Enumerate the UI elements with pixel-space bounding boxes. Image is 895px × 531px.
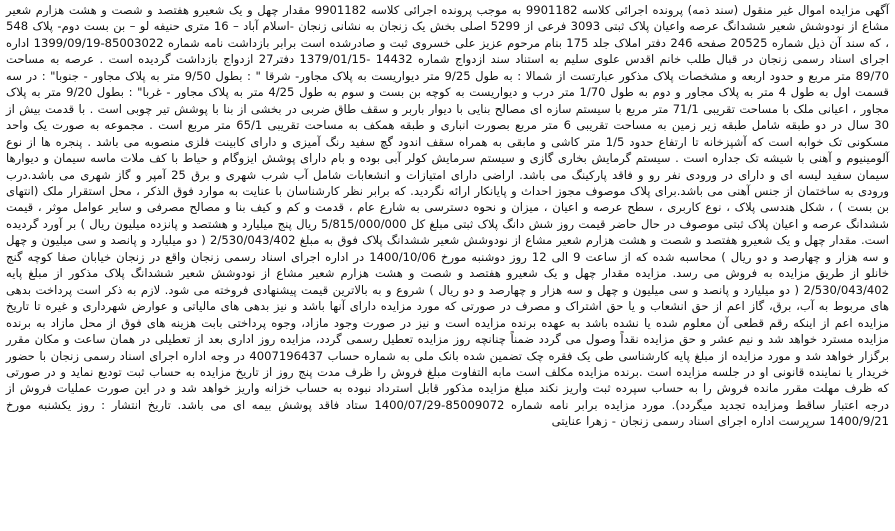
auction-notice-text: آگهی مزایده اموال غیر منقول (سند ذمه) پرونده اجرائی کلاسه 9901182 به موجب پرونده اجرائی کلاسه 9901182 مقدار چهل و یک شعیرو هفتصد و شصت و هشت هزارم شعیر مشاع از نودوشش شعیر ششدانگ عرصه واعیان پلاک ثبتی 3093 فرعی از 5299 اصلی بخش یک زنجان به نشانی زنجان -اسلام آباد – 16 متری حنیفه لو – بن بست دوم- پلاک 548 ، که سند آن ذیل شماره 20525 صفحه 246 دفتر املاک جلد 175 بنام مرحوم عزیز علی خسروی ثبت و صادرشده است برابر بازداشت نامه شماره 85003022-1399/09/19 اداره اجرای اسناد رسمی زنجان در قبال طلب خانم اقدس علوی سلیم به استناد سند ازدواج شماره 14432 -1379/01/15 دفتر27 ازدواج بازداشت گردیده است . عرصه به مساحت 89/70 متر مربع و حدود اربعه و مشخصات پلاک مذکور عبارتست از شمالا : به طول 9/25 متر دیواریست به پلاک مجاور- شرقا " : بطول 9/50 متر به پلاک مجاور - جنوبا" : در سه قسمت اول به طول 4 متر به پلاک مجاور و دوم به طول 1/70 متر درب و دیواریست به کوچه بن بست و سوم به طول 4/25 متر به پلاک مجاور - غربا" : بطول 9/20 متر به پلاک مجاور ، اعیانی ملک با مساحت تقریبی 71/1 متر مربع با سیستم سازه ای مصالح بنایی با دیوار باربر و سقف طاق ضربی در بخشی از بنا با پوشش تیر چوبی است . با قدمت بیش از 30 سال در دو طبقه شامل طبقه زیر زمین به مساحت تقریبی 6 متر مربع بصورت انباری و طبقه همکف به مساحت تقریبی 65/1 متر مربع است . مجموعه به صورت یک واحد مسکونی تک خوابه است که آشپزخانه تا ارتفاع حدود 1/5 متر کاشی و مابقی به همراه سقف اندود گچ سفید رنگ آمیزی و دارای کابینت فلزی منصوبه می باشد . پنجره ها از نوع آلومینیوم و آهنی با شیشه تک جداره است . سیستم گرمایش بخاری گازی و سیستم سرمایش کولر آبی بوده و بام دارای پوشش ایزوگام و حیاط با کف ملات ماسه سیمان و دیوارها سیمان سفید لیسه ای و دارای در ورودی نفر رو و فاقد پارکینگ می باشد. اراضی دارای امتیازات و انشعابات شامل آب شرب شهری و برق 25 آمپر و گاز شهری می باشد.درب ورودی به ساختمان از جنس آهنی می باشد.برای پلاک موصوف مجوز احداث و پایانکار ارائه نگردید. که برابر نظر کارشناسان با عنایت به موارد فوق الذکر ، محل استقرار ملک (انتهای بن بست ) ، شکل هندسی پلاک ، نوع کاربری ، سطح عرصه و اعیان ، میزان و نحوه دسترسی به شارع عام ، قدمت و کم و کیف بنا و مصالح مصرفی و سایر عوامل موثر ، قیمت ششدانگ عرصه و اعیان پلاک ثبتی موصوف در حال حاضر قیمت روز شش دانگ پلاک ثبتی مبلغ کل 5/815/000/000 ریال پنج میلیارد و هشتصد و پانزده میلیون ریال ) بر آورد گردیده است. مقدار چهل و یک شعیرو هفتصد و شصت و هشت هزارم شعیر مشاع از نودوشش شعیر ششدانگ پلاک فوق به مبلغ 2/530/043/402 ( دو میلیارد و پانصد و سی میلیون و چهل و سه هزار و چهارصد و دو ریال ) محاسبه شده که از ساعت 9 الی 12 روز دوشنبه مورخ 1400/10/06 در اداره اجرای اسناد رسمی زنجان واقع در زنجان خیابان صفا کوچه گنج خانلو از طریق مزایده به فروش می رسد. مزایده مقدار چهل و یک شعیرو هفتصد و شصت و هشت هزارم شعیر مشاع از نودوشش شعیر ششدانگ پلاک مذکور از مبلغ پایه 2/530/043/402 ( دو میلیارد و پانصد و سی میلیون و چهل و سه هزار و چهارصد و دو ریال ) شروع و به بالاترین قیمت پیشنهادی فروخته می شود. لازم به ذکر است پرداخت بدهی های مربوط به آب، برق، گاز اعم از حق انشعاب و یا حق اشتراک و مصرف در صورتی که مورد مزایده دارای آنها باشد و نیز بدهی های مالیاتی و عوارض شهرداری و غیره تا تاریخ مزایده اعم از اینکه رقم قطعی آن معلوم شده یا نشده باشد به عهده برنده مزایده است و نیز در صورت وجود مازاد، وجوه پرداختی بابت هزینه های فوق از محل مازاد به برنده مزایده مسترد خواهد شد و نیم عشر و حق مزایده نقداً وصول می گردد ضمناً چنانچه روز مزایده تعطیل رسمی گردد، مزایده روز اداری بعد از تعطیلی در همان ساعت و مکان مقرر برگزار خواهد شد و مورد مزایده از مبلغ پایه کارشناسی طی یک فقره چک تضمین شده بانک ملی به شماره حساب 4007196437 در وجه اداره اجرای اسناد رسمی زنجان با حضور خریدار یا نماینده قانونی او در جلسه مزایده است .برنده مزایده مکلف است مابه التفاوت مبلغ فروش را ظرف مدت پنج روز از تاریخ مزایده به حساب ثبت تودیع نماید و در صورتی که ظرف مهلت مقرر مانده فروش را به حساب سپرده ثبت واریز نکند مبلغ مزایده مذکور قابل استرداد نبوده به حساب خزانه واریز خواهد شد و در این صورت عملیات فروش از درجه اعتبار ساقط ومزایده تجدید میگردد). مورد مزایده برابر نامه شماره 85009072-1400/07/29 ستاد فاقد پوشش بیمه ای می باشد. تاریخ انتشار : روز یکشنبه مورخ 1400/9/21 سرپرست اداره اجرای اسناد رسمی زنجان - زهرا عنایتی [6,3,890,429]
